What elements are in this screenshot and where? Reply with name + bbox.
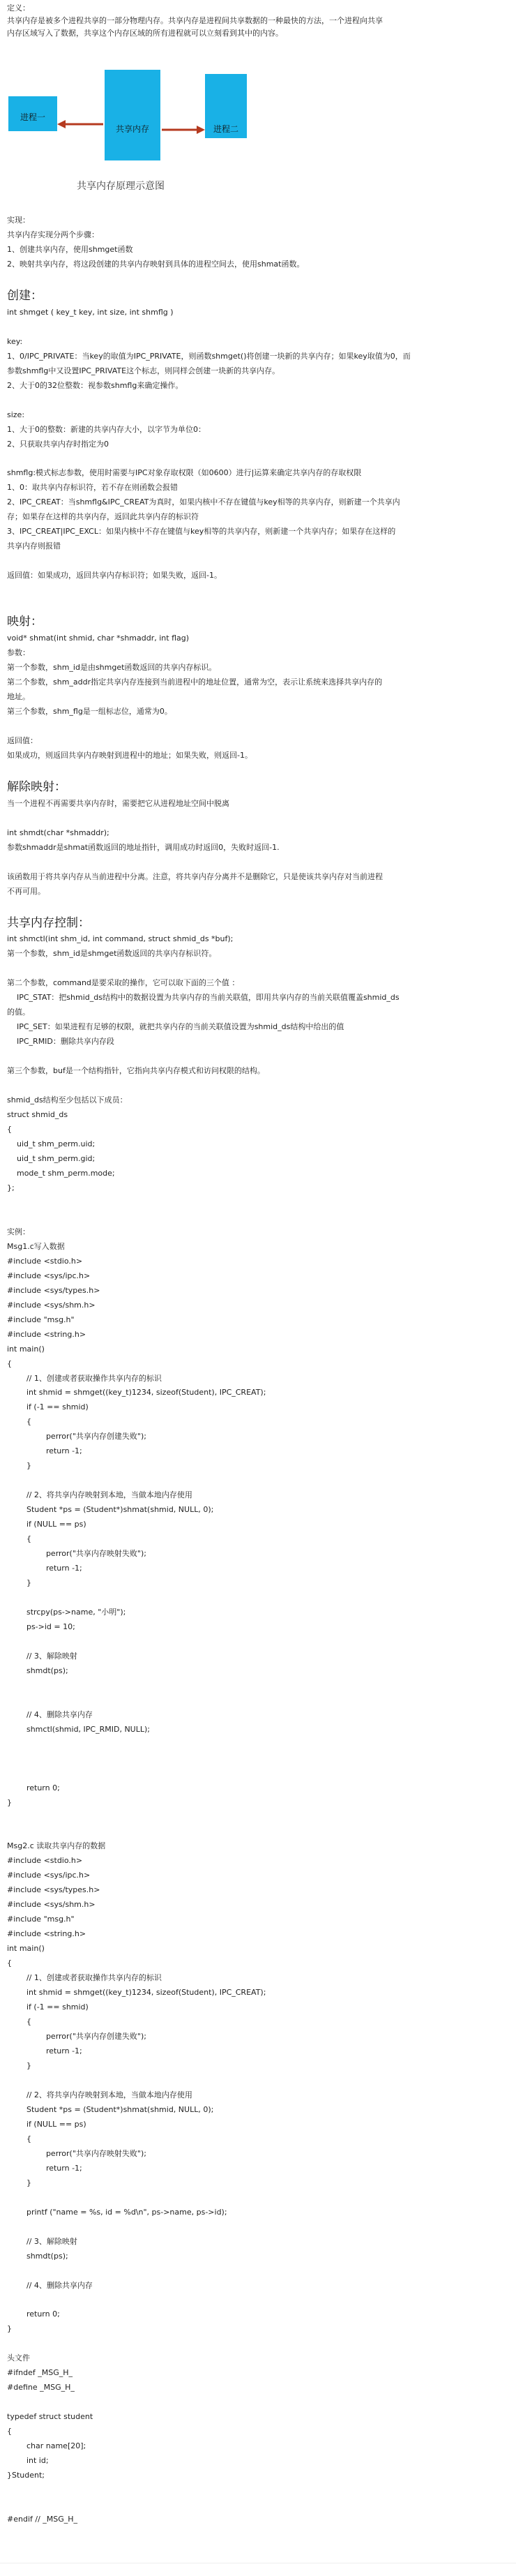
body-line: uid_t shm_perm.gid;	[7, 1153, 96, 1163]
body-line: Student *ps = (Student*)shmat(shmid, NULL, 0);	[7, 1505, 214, 1515]
body-line: {	[7, 1534, 31, 1544]
body-line: 2、IPC_CREAT：当shmflg&IPC_CREAT为真时，如果内核中不存在键值与key相等的共享内存，则新建一个共享内	[7, 497, 400, 507]
diagram-caption: 共享内存原理示意图	[77, 181, 165, 192]
body-line: if (-1 == shmid)	[7, 1402, 89, 1412]
body-line: #include "msg.h"	[7, 1915, 75, 1924]
body-line: }	[7, 2324, 12, 2334]
body-line: return 0;	[7, 1783, 60, 1792]
body-line: {	[7, 1358, 12, 1368]
body-line: 1、0/IPC_PRIVATE：当key的取值为IPC_PRIVATE，则函数shmget()将创建一块新的共享内存；如果key取值为0，而	[7, 351, 411, 361]
process-one-label: 进程一	[20, 112, 45, 122]
right-arrow	[162, 126, 205, 134]
body-line: int shmctl(int shm_id, int command, struct shmid_ds *buf);	[7, 934, 234, 944]
body-line: 头文件	[7, 2353, 30, 2363]
body-line: #include <stdio.h>	[7, 1856, 83, 1866]
body-line: ps->id = 10;	[7, 1622, 75, 1631]
intro-line: 定义：	[7, 3, 30, 13]
body-line: 如果成功，则返回共享内存映射到进程中的地址；如果失败，则返回-1。	[7, 750, 252, 760]
body-line: if (NULL == ps)	[7, 1520, 86, 1529]
body-line: #include <sys/ipc.h>	[7, 1871, 91, 1880]
body-line: // 1、创建或者获取操作共享内存的标识	[7, 1373, 162, 1383]
body-line: 不再可用。	[7, 886, 45, 896]
body-line: 地址。	[7, 691, 30, 701]
body-line: 实例：	[7, 1227, 30, 1236]
shared-memory-label: 共享内存	[115, 124, 149, 134]
body-line: {	[7, 1125, 12, 1135]
body-line: 第三个参数，shm_flg是一组标志位，通常为0。	[7, 706, 172, 716]
body-line: 实现：	[7, 216, 30, 225]
body-line: #include <sys/shm.h>	[7, 1300, 96, 1310]
section-heading: 解除映射：	[7, 779, 66, 794]
left-arrow	[57, 120, 103, 128]
body-line: 返回值：	[7, 735, 38, 745]
body-line: int main()	[7, 1944, 45, 1954]
body-line: perror("共享内存映射失败");	[7, 2148, 146, 2158]
body-line: // 2、将共享内存映射到本地，当做本地内存使用	[7, 2090, 192, 2099]
body-line: 当一个进程不再需要共享内存时，需要把它从进程地址空间中脱离	[7, 798, 229, 808]
intro-line: 内存区域写入了数据，共享这个内存区域的所有进程就可以立刻看到其中的内容。	[7, 29, 283, 38]
body-line: };	[7, 1183, 15, 1192]
body-line: if (NULL == ps)	[7, 2119, 86, 2129]
process-two-label: 进程二	[213, 124, 238, 134]
section-heading: 创建：	[7, 288, 43, 303]
body-line: 1、创建共享内存，使用shmget函数	[7, 244, 133, 254]
body-line: shmctl(shmid, IPC_RMID, NULL);	[7, 1724, 150, 1734]
body-line: int shmget ( key_t key, int size, int shmflg )	[7, 307, 174, 317]
body-line: {	[7, 1417, 31, 1427]
body-line: }Student;	[7, 2471, 45, 2480]
body-line: 参数shmflg中又设置IPC_PRIVATE这个标志，则同样会创建一块新的共享内存。	[7, 366, 280, 375]
body-line: return -1;	[7, 1564, 82, 1573]
body-line: IPC_SET：如果进程有足够的权限，就把共享内存的当前关联值设置为shmid_ds结构中给出的值	[7, 1022, 344, 1032]
body-line: return -1;	[7, 2163, 82, 2173]
body-line: }	[7, 1461, 31, 1471]
body-line: size:	[7, 410, 25, 419]
body-line: 第一个参数，shm_id是shmget函数返回的共享内存标识符。	[7, 949, 217, 959]
body-line: #include <stdio.h>	[7, 1256, 83, 1266]
body-line: 该函数用于将共享内存从当前进程中分离。注意，将共享内存分离并不是删除它，只是使该共享内存对当前进程	[7, 871, 383, 881]
body-line: int main()	[7, 1344, 45, 1354]
body-line: 第三个参数，buf是一个结构指针，它指向共享内存模式和访问权限的结构。	[7, 1066, 265, 1076]
body-line: key:	[7, 336, 23, 346]
body-line: mode_t shm_perm.mode;	[7, 1168, 115, 1178]
body-line: #include <string.h>	[7, 1329, 86, 1339]
body-line: 第一个参数，shm_id是由shmget函数返回的共享内存标识。	[7, 663, 217, 673]
body-line: #include "msg.h"	[7, 1315, 75, 1324]
body-line: int shmid = shmget((key_t)1234, sizeof(Student), IPC_CREAT);	[7, 1988, 266, 1998]
body-line: }	[7, 2061, 31, 2071]
body-line: 2、映射共享内存，将这段创建的共享内存映射到具体的进程空间去，使用shmat函数。	[7, 259, 305, 269]
body-line: uid_t shm_perm.uid;	[7, 1139, 96, 1149]
body-line: }	[7, 2178, 31, 2187]
body-line: {	[7, 2134, 31, 2143]
shared-memory-box	[105, 70, 160, 160]
body-line: IPC_RMID：删除共享内存段	[7, 1037, 114, 1047]
body-line: 参数：	[7, 648, 30, 658]
body-line: // 4、删除共享内存	[7, 2280, 93, 2290]
body-line: 参数shmaddr是shmat函数返回的地址指针，调用成功时返回0，失败时返回-1.	[7, 842, 280, 852]
body-line: IPC_STAT：把shmid_ds结构中的数据设置为共享内存的当前关联值，即用共享内存的当前关联值覆盖shmid_ds	[7, 993, 400, 1003]
body-line: }	[7, 1578, 31, 1588]
body-line: int id;	[7, 2456, 49, 2466]
body-line: // 3、解除映射	[7, 1651, 77, 1661]
body-line: #define _MSG_H_	[7, 2383, 75, 2392]
body-line: perror("共享内存创建失败");	[7, 1432, 146, 1441]
body-line: Student *ps = (Student*)shmat(shmid, NULL, 0);	[7, 2104, 214, 2114]
body-line: char name[20];	[7, 2441, 86, 2451]
body-line: 返回值：如果成功，返回共享内存标识符；如果失败，返回-1。	[7, 571, 222, 581]
body-line: {	[7, 2427, 12, 2436]
body-line: typedef struct student	[7, 2412, 93, 2422]
section-heading: 共享内存控制：	[7, 915, 90, 930]
body-line: 3、IPC_CREAT|IPC_EXCL：如果内核中不存在键值与key相等的共享内存，则新建一个共享内存；如果存在这样的	[7, 527, 396, 537]
body-line: 1、大于0的整数：新建的共享内存大小，以字节为单位0：	[7, 424, 206, 434]
section-heading: 映射：	[7, 615, 43, 629]
body-line: 1、0：取共享内存标识符，若不存在则函数会报错	[7, 483, 178, 493]
body-line: void* shmat(int shmid, char *shmaddr, int flag)	[7, 634, 190, 643]
body-line: shmdt(ps);	[7, 1665, 68, 1675]
body-line: perror("共享内存创建失败");	[7, 2032, 146, 2042]
body-line: return -1;	[7, 1446, 82, 1456]
body-line: 共享内存则报错	[7, 541, 61, 551]
body-line: #include <sys/types.h>	[7, 1285, 100, 1295]
body-line: shmdt(ps);	[7, 2251, 68, 2261]
body-line: 2、只获取共享内存时指定为0	[7, 439, 109, 449]
body-line: Msg1.c写入数据	[7, 1241, 65, 1251]
body-line: return -1;	[7, 2046, 82, 2056]
body-line: 第二个参数，command是要采取的操作，它可以取下面的三个值 ：	[7, 978, 240, 988]
body-line: int shmid = shmget((key_t)1234, sizeof(Student), IPC_CREAT);	[7, 1388, 266, 1398]
body-line: shmid_ds结构至少包括以下成员：	[7, 1095, 128, 1105]
body-line: // 1、创建或者获取操作共享内存的标识	[7, 1973, 162, 1983]
body-line: int shmdt(char *shmaddr);	[7, 828, 109, 837]
body-line: 2、大于0的32位整数：视参数shmflg来确定操作。	[7, 380, 183, 390]
body-line: #include <string.h>	[7, 1929, 86, 1939]
body-line: }	[7, 1797, 12, 1807]
body-line: // 4、删除共享内存	[7, 1709, 93, 1719]
body-line: struct shmid_ds	[7, 1110, 68, 1120]
body-line: #include <sys/ipc.h>	[7, 1271, 91, 1280]
body-line: return 0;	[7, 2309, 60, 2319]
intro-line: 共享内存是被多个进程共享的一部分物理内存。共享内存是进程间共享数据的一种最快的方法，一个进程向共享	[7, 16, 383, 25]
body-line: perror("共享内存映射失败");	[7, 1549, 146, 1559]
body-line: {	[7, 1959, 12, 1968]
body-line: printf ("name = %s, id = %d\n", ps->name, ps->id);	[7, 2207, 227, 2217]
body-line: 共享内存实现分两个步骤：	[7, 230, 99, 239]
body-line: #include <sys/types.h>	[7, 1885, 100, 1895]
body-line: Msg2.c 读取共享内存的数据	[7, 1841, 106, 1851]
body-line: 第二个参数，shm_addr指定共享内存连接到当前进程中的地址位置，通常为空，表示让系统来选择共享内存的	[7, 677, 383, 687]
body-line: if (-1 == shmid)	[7, 2002, 89, 2012]
body-line: strcpy(ps->name, "小明");	[7, 1608, 126, 1617]
body-line: #include <sys/shm.h>	[7, 1900, 96, 1910]
body-line: 的值。	[7, 1008, 30, 1017]
body-line: {	[7, 2017, 31, 2027]
body-line: // 3、解除映射	[7, 2236, 77, 2246]
body-line: 存；如果存在这样的共享内存，返回此共享内存的标识符	[7, 512, 199, 522]
body-line: #ifndef _MSG_H_	[7, 2368, 73, 2378]
body-line: #endif // _MSG_H_	[7, 2515, 78, 2524]
body-line: // 2、将共享内存映射到本地，当做本地内存使用	[7, 1490, 192, 1500]
body-line: shmflg:模式标志参数，使用时需要与IPC对象存取权限（如0600）进行|运算来确定共享内存的存取权限	[7, 468, 362, 478]
